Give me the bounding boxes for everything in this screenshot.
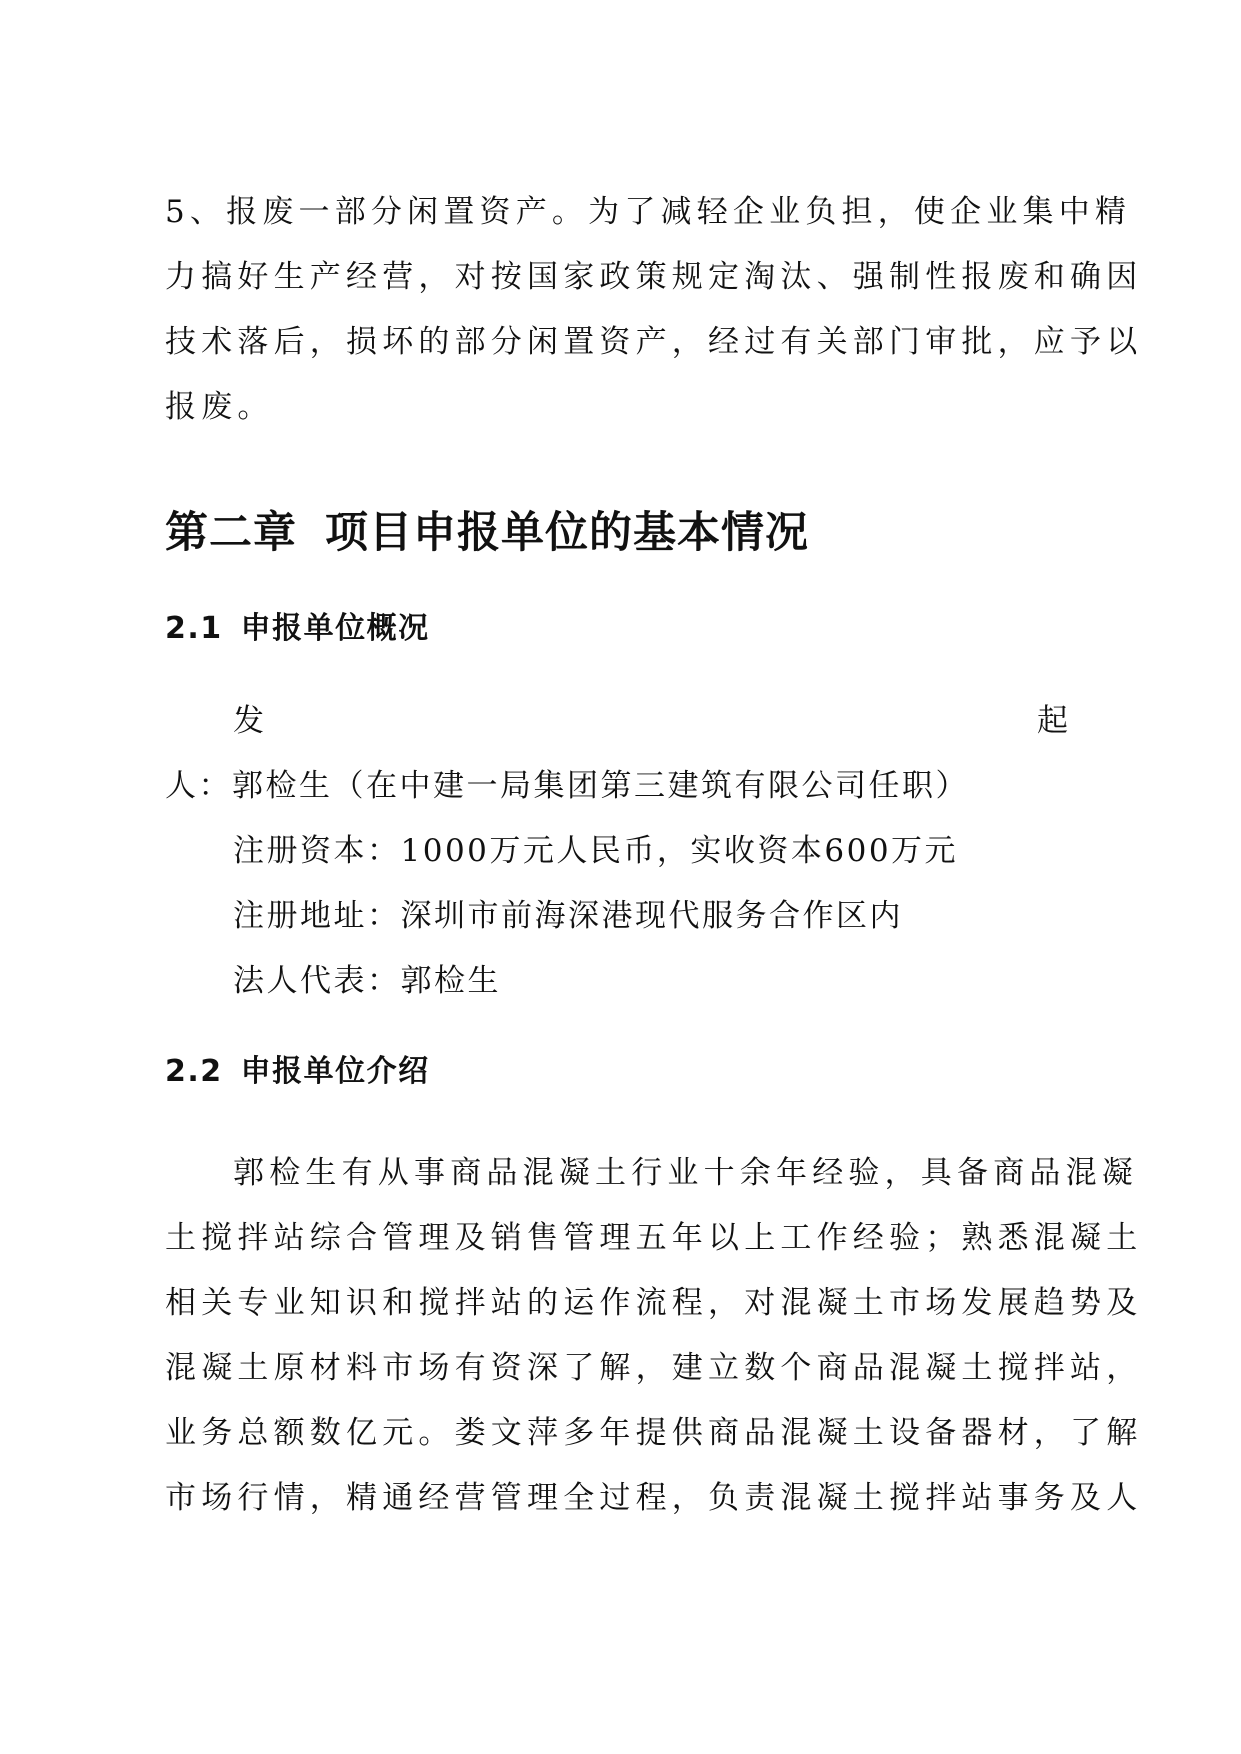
section-2-2-line-5: 业务总额数亿元。娄文萍多年提供商品混凝土设备器材，了解 bbox=[165, 1415, 1143, 1451]
section-2-2-line-6: 市场行情，精通经营管理全过程，负责混凝土搅拌站事务及人 bbox=[165, 1480, 1143, 1516]
chapter-title: 第二章 项目申报单位的基本情况 bbox=[165, 508, 809, 558]
paragraph-5-line-3: 技术落后，损坏的部分闲置资产，经过有关部门审批，应予以 bbox=[165, 324, 1143, 360]
founder-label-end: 起 bbox=[1037, 703, 1068, 739]
paragraph-5-line-4: 报废。 bbox=[165, 389, 274, 425]
founder-label-start: 发 bbox=[233, 703, 264, 739]
section-2-2-line-4: 混凝土原材料市场有资深了解，建立数个商品混凝土搅拌站， bbox=[165, 1350, 1143, 1386]
registered-address: 注册地址：深圳市前海深港现代服务合作区内 bbox=[233, 898, 903, 934]
registered-capital: 注册资本：1000万元人民币，实收资本600万元 bbox=[233, 833, 959, 869]
paragraph-5-line-1: 5、报废一部分闲置资产。为了减轻企业负担，使企业集中精 bbox=[165, 194, 1132, 230]
section-2-2-line-2: 土搅拌站综合管理及销售管理五年以上工作经验；熟悉混凝土 bbox=[165, 1220, 1143, 1256]
paragraph-5-line-2: 力搞好生产经营，对按国家政策规定淘汰、强制性报废和确因 bbox=[165, 259, 1143, 295]
section-2-2-line-1: 郭检生有从事商品混凝土行业十余年经验，具备商品混凝 bbox=[233, 1155, 1138, 1191]
section-2-1-title: 2.1 申报单位概况 bbox=[165, 611, 430, 646]
founder-line: 人：郭检生（在中建一局集团第三建筑有限公司任职） bbox=[165, 768, 969, 804]
legal-representative: 法人代表：郭检生 bbox=[233, 963, 501, 999]
section-2-2-title: 2.2 申报单位介绍 bbox=[165, 1054, 430, 1089]
section-2-2-line-3: 相关专业知识和搅拌站的运作流程，对混凝土市场发展趋势及 bbox=[165, 1285, 1143, 1321]
